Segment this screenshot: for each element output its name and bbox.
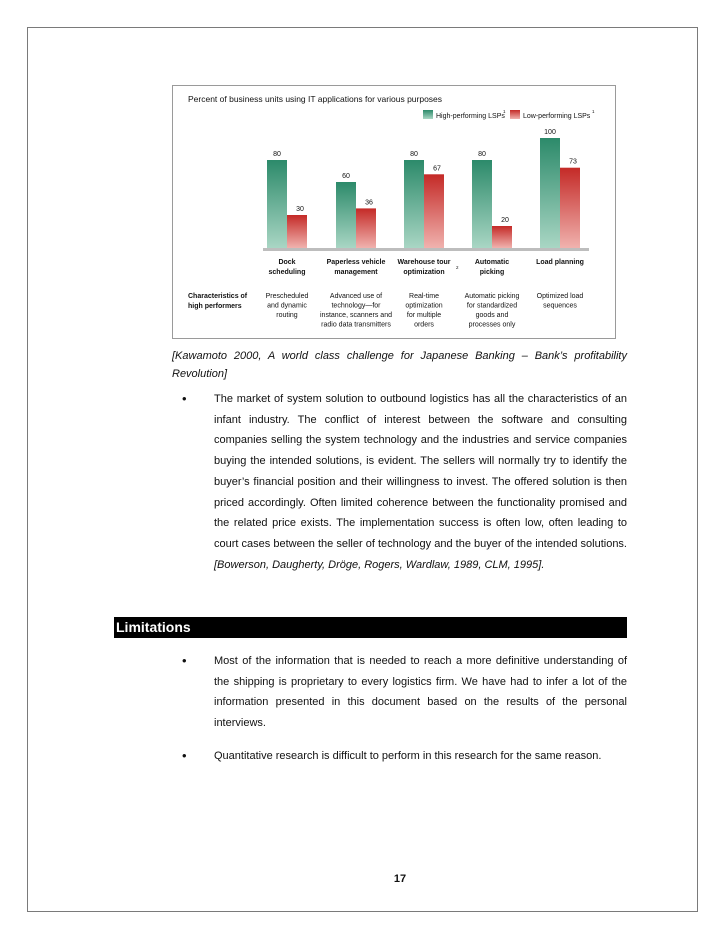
bar-low: [356, 208, 376, 248]
legend-label-low: Low-performing LSPs: [523, 113, 591, 120]
characteristic-label: instance, scanners and: [320, 312, 392, 319]
figure-citation: [Kawamoto 2000, A world class challenge for Japanese Banking – Bank’s profitability Revolution]: [172, 350, 627, 380]
list-item: [172, 651, 627, 734]
characteristic-label: for multiple: [406, 312, 442, 319]
characteristic-label: processes only: [468, 321, 516, 329]
legend-label-high: High-performing LSPs: [436, 113, 505, 120]
legend-swatch-low: [510, 110, 520, 119]
category-label: Automatic: [474, 259, 510, 266]
bar-value-label: 73: [569, 158, 577, 166]
characteristic-label: Advanced use of: [329, 293, 383, 300]
bar-low: [492, 226, 512, 248]
category-label: Warehouse tour: [397, 259, 451, 266]
bar-value-label: 36: [365, 199, 373, 207]
bullet-icon: •: [182, 748, 187, 763]
list-item-text: [214, 389, 627, 575]
bar-value-label: 60: [342, 173, 350, 180]
bar-value-label: 80: [478, 151, 486, 158]
page-number: 17: [393, 873, 407, 885]
characteristic-label: optimization: [405, 302, 443, 310]
bar-value-label: 30: [296, 206, 304, 213]
chart-figure: [172, 85, 616, 339]
characteristic-label: orders: [414, 321, 434, 329]
legend-footnote: 1: [503, 109, 506, 114]
category-label: management: [334, 269, 378, 276]
characteristic-label: for standardized: [466, 302, 518, 310]
category-label: scheduling: [268, 269, 306, 276]
bullet-icon: •: [182, 653, 187, 668]
list-item: [172, 746, 627, 767]
category-label: Dock: [278, 259, 296, 266]
bar-value-label: 80: [273, 151, 281, 158]
bar-value-label: 80: [410, 151, 418, 158]
bar-high: [540, 138, 560, 248]
list-item-text: Most of the information that is needed to reach a more definitive understanding of the shipping is proprietary to every logistics firm. We have had to infer a lot of the information presented in this document based on the results of the personal interviews.: [214, 655, 627, 730]
characteristic-label: routing: [276, 312, 298, 319]
category-label: optimization: [403, 269, 445, 276]
bar-high: [404, 160, 424, 248]
chart-title: Percent of business units using IT applications for various purposes: [188, 94, 443, 104]
bar-value-label: 20: [501, 217, 509, 224]
chart-baseline: [263, 248, 589, 251]
characteristic-label: sequences: [543, 302, 577, 310]
bullet-icon: •: [182, 391, 187, 406]
category-footnote: 2: [456, 265, 459, 270]
section-heading: Limitations: [116, 619, 191, 635]
characteristic-label: Real-time: [409, 293, 439, 300]
characteristics-header: high performers: [188, 303, 242, 310]
section-heading-bar: [114, 617, 627, 638]
bar-high: [336, 182, 356, 248]
characteristic-label: technology—for: [331, 302, 381, 310]
category-label: picking: [479, 269, 505, 276]
characteristic-label: and dynamic: [267, 302, 307, 310]
characteristic-label: goods and: [475, 312, 509, 319]
characteristics-header: Characteristics of: [188, 293, 248, 300]
bar-high: [267, 160, 287, 248]
characteristic-label: Optimized load: [536, 293, 584, 300]
characteristic-label: Automatic picking: [464, 293, 520, 300]
legend-footnote: 1: [592, 109, 595, 114]
bar-low: [287, 215, 307, 248]
bar-low: [560, 168, 580, 248]
bar-chart: [173, 86, 615, 338]
list-item-text: Quantitative research is difficult to perform in this research for the same reason.: [214, 750, 602, 762]
category-label: Paperless vehicle: [326, 259, 386, 266]
characteristic-label: radio data transmitters: [321, 321, 391, 329]
category-label: Load planning: [536, 259, 584, 266]
legend-swatch-high: [423, 110, 433, 119]
bar-high: [472, 160, 492, 248]
list-item-reference: [Bowerson, Daugherty, Dröge, Rogers, Wardlaw, 1989, CLM, 1995].: [214, 558, 545, 571]
bar-low: [424, 174, 444, 248]
bar-value-label: 67: [433, 165, 441, 173]
list-item: [172, 389, 627, 575]
list-item-body: The market of system solution to outbound logistics has all the characteristics of an infant industry. The conflict of interest between the software and consulting companies selling the system technology and the industries and service companies buying the intended solutions, is evident. The sellers will normally try to identify the buyer’s financial position and their willingness to invest. The offered solution is then priced accordingly. Often limited coherence between the functionality promised and the related price exists. The implementation success is often low, often leading to court cases between the seller of technology and the buyer of the intended solutions.: [214, 393, 627, 550]
characteristic-label: Prescheduled: [265, 293, 309, 300]
bar-value-label: 100: [544, 129, 556, 136]
